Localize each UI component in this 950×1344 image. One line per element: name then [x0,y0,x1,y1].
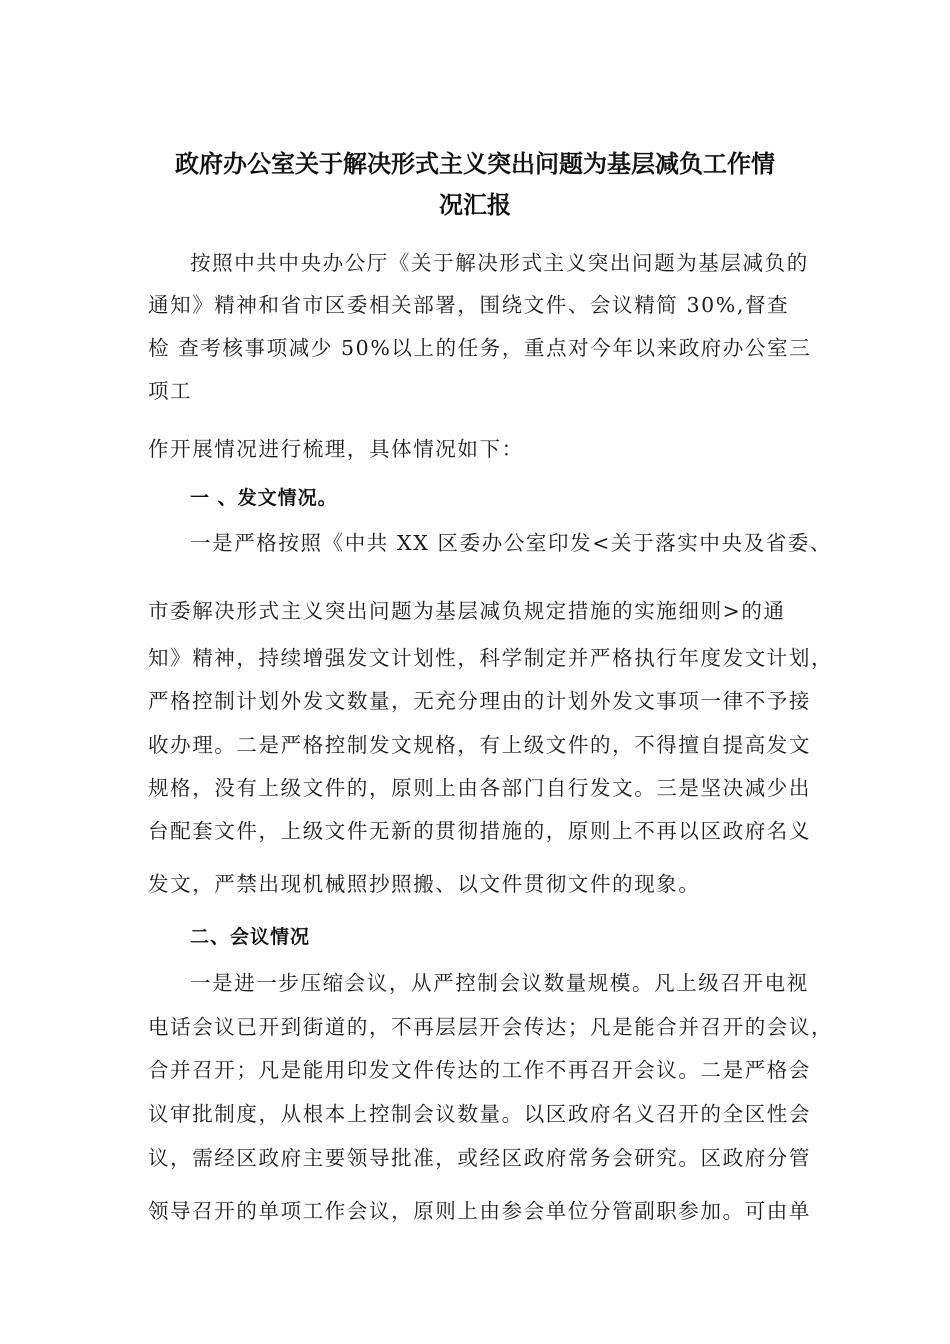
section2-line: 一是进一步压缩会议，从严控制会议数量规模。凡上级召开电视 [190,971,809,995]
section1-line: 台配套文件，上级文件无新的贯彻措施的，原则上不再以区政府名义 [148,819,811,843]
section1-line: 严格控制计划外发文数量，无充分理由的计划外发文事项一律不予接 [148,689,811,713]
section1-line: 发文，严禁出现机械照抄照搬、以文件贯彻文件的现象。 [148,872,701,896]
intro-line: 检 查考核事项减少 50%以上的任务，重点对今年以来政府办公室三 [148,336,812,360]
section1-line: 市委解决形式主义突出问题为基层减负规定措施的实施细则>的通 [148,599,786,623]
section-heading-meetings: 二、会议情况 [190,926,311,948]
section1-line: 知》精神，持续增强发文计划性，科学制定并严格执行年度发文计划， [148,646,834,670]
intro-line: 通知》精神和省市区委相关部署，围绕文件、会议精简 30%,督查 [148,293,790,317]
section2-line: 议审批制度，从根本上控制会议数量。以区政府名义召开的全区性会 [148,1102,811,1126]
document-title-line-2: 况汇报 [439,191,511,219]
intro-line: 作开展情况进行梳理，具体情况如下： [148,437,524,461]
section1-line: 收办理。二是严格控制发文规格，有上级文件的，不得擅自提高发文 [148,733,811,757]
section-heading-documents: 一 、发文情况。 [190,487,338,509]
intro-line: 按照中共中央办公厅《关于解决形式主义突出问题为基层减负的 [190,251,809,275]
section1-line: 一是严格按照《中共 XX 区委办公室印发<关于落实中央及省委、 [190,531,832,555]
section1-line: 规格，没有上级文件的，原则上由各部门自行发文。三是坚决减少出 [148,776,811,800]
section2-line: 议，需经区政府主要领导批准，或经区政府常务会研究。区政府分管 [148,1146,811,1170]
section2-line: 电话会议已开到街道的，不再层层开会传达；凡是能合并召开的会议， [148,1015,834,1039]
section2-line: 合并召开；凡是能用印发文件传达的工作不再召开会议。二是严格会 [148,1058,811,1082]
intro-line: 项工 [148,379,193,403]
section2-line: 领导召开的单项工作会议，原则上由参会单位分管副职参加。可由单 [148,1199,811,1223]
document-title-line-1: 政府办公室关于解决形式主义突出问题为基层减负工作情 [175,150,775,178]
